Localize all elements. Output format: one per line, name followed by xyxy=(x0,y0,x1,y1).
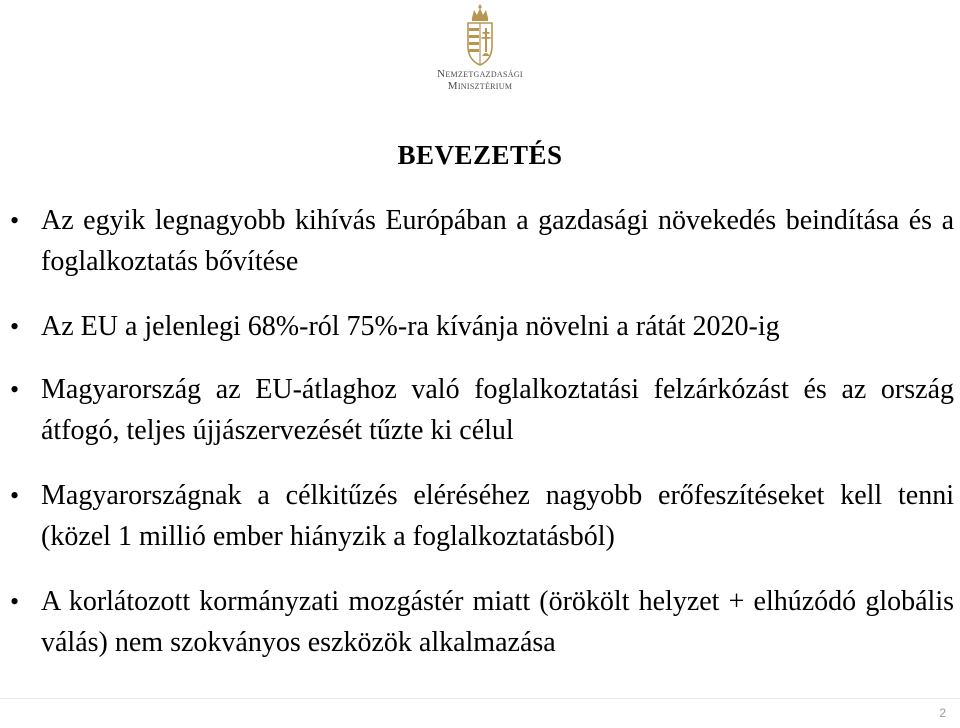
logo-line-1: Nemzetgazdasági xyxy=(437,68,523,80)
bullet-item: • Az EU a jelenlegi 68%-ról 75%-ra kívánja növelni a rátát 2020-ig xyxy=(10,306,954,347)
bullet-item: • A korlátozott kormányzati mozgástér miatt (örökölt helyzet + elhúzódó globális válás) nem szokványos eszközök alkalmazása xyxy=(10,581,954,663)
footer-divider xyxy=(0,698,960,699)
hungarian-coat-of-arms-icon xyxy=(462,4,498,68)
bullet-item: • Magyarországnak a célkitűzés eléréséhez nagyobb erőfeszítéseket kell tenni (közel 1 millió ember hiányzik a foglalkoztatásból) xyxy=(10,475,954,557)
bullet-item: • Az egyik legnagyobb kihívás Európában a gazdasági növekedés beindítása és a foglalkoztatás bővítése xyxy=(10,200,954,282)
slide-title: BEVEZETÉS xyxy=(397,140,563,170)
bullet-list xyxy=(10,200,954,663)
logo-line-2: Minisztérium xyxy=(447,80,513,92)
page-number: 2 xyxy=(939,706,946,720)
bullet-item: • Magyarország az EU-átlaghoz való foglalkoztatási felzárkózást és az ország átfogó, teljes újjászervezését tűzte ki célul xyxy=(10,369,954,451)
ministry-logo xyxy=(405,4,555,96)
